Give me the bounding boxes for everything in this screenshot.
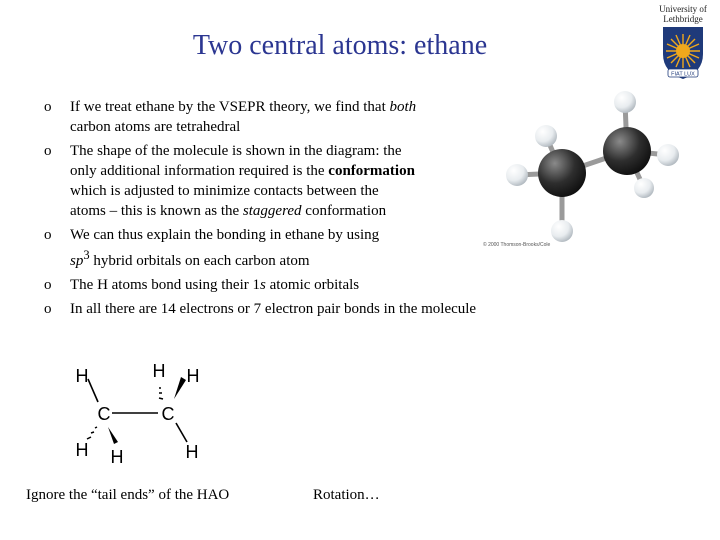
hydrogen-label: H bbox=[75, 440, 89, 460]
logo-shield-icon bbox=[652, 24, 714, 82]
wedge-bond bbox=[108, 427, 118, 444]
bullet-emphasis: both bbox=[389, 99, 417, 115]
hydrogen-label: H bbox=[186, 366, 200, 386]
caption-rotation: Rotation… bbox=[313, 487, 380, 503]
hydrogen-label: H bbox=[75, 366, 89, 386]
hydrogen-atom bbox=[614, 91, 636, 113]
university-logo bbox=[652, 4, 714, 86]
slide-title: Two central atoms: ethane bbox=[192, 30, 488, 61]
bullet-superscript: 3 bbox=[83, 248, 90, 262]
wedge-bond bbox=[174, 377, 186, 399]
ethane-ball-and-stick-model bbox=[483, 88, 690, 258]
bullet-text: conformation bbox=[301, 203, 387, 219]
bullet-text: only additional information required is the bbox=[70, 163, 329, 179]
hydrogen-label: H bbox=[152, 361, 166, 381]
bullet-marker: o bbox=[44, 277, 52, 293]
logo-line1: University of bbox=[659, 4, 707, 14]
bullet-text: atomic orbitals bbox=[265, 277, 360, 293]
ethane-structural-formula bbox=[62, 355, 222, 470]
bullet-emphasis: staggered bbox=[242, 203, 302, 219]
bullet-marker: o bbox=[44, 301, 52, 317]
hydrogen-atom bbox=[535, 125, 557, 147]
bullet-text: which is adjusted to minimize contacts between the bbox=[70, 183, 379, 199]
bullet-text: If we treat ethane by the VSEPR theory, we find that bbox=[70, 99, 390, 115]
hydrogen-atom bbox=[506, 164, 528, 186]
bullet-text: carbon atoms are tetrahedral bbox=[70, 119, 241, 135]
model-copyright: © 2000 Thomson-Brooks/Cole bbox=[483, 242, 551, 248]
hydrogen-label: H bbox=[185, 442, 199, 462]
bullet-text: The H atoms bond using their 1 bbox=[70, 277, 260, 293]
bullet-item bbox=[40, 275, 570, 295]
carbon-label: C bbox=[161, 404, 175, 424]
carbon-atom bbox=[538, 149, 586, 197]
carbon-label: C bbox=[97, 404, 111, 424]
bullet-text: atoms – this is known as the bbox=[70, 203, 243, 219]
bullet-marker: o bbox=[44, 227, 52, 243]
bullet-emphasis: s bbox=[259, 277, 266, 293]
bullet-emphasis: sp bbox=[70, 253, 84, 269]
bullet-text: In all there are 14 electrons or 7 electron pair bonds in the molecule bbox=[70, 301, 477, 317]
logo-line2: Lethbridge bbox=[663, 14, 703, 24]
bullet-item bbox=[40, 299, 570, 319]
bullet-marker: o bbox=[44, 99, 52, 115]
carbon-atom bbox=[603, 127, 651, 175]
logo-motto: FIAT LUX bbox=[671, 71, 695, 78]
hydrogen-label: H bbox=[110, 447, 124, 467]
hydrogen-atom bbox=[551, 220, 573, 242]
bullet-strong: conformation bbox=[328, 163, 415, 179]
hydrogen-atom bbox=[634, 178, 654, 198]
caption-tail-ends: Ignore the “tail ends” of the HAO bbox=[26, 487, 230, 503]
bullet-text: hybrid orbitals on each carbon atom bbox=[89, 253, 310, 269]
hydrogen-atom bbox=[657, 144, 679, 166]
bullet-text: We can thus explain the bonding in ethane by using bbox=[70, 227, 380, 243]
bullet-marker: o bbox=[44, 143, 52, 159]
bullet-text: The shape of the molecule is shown in the diagram: the bbox=[70, 143, 402, 159]
